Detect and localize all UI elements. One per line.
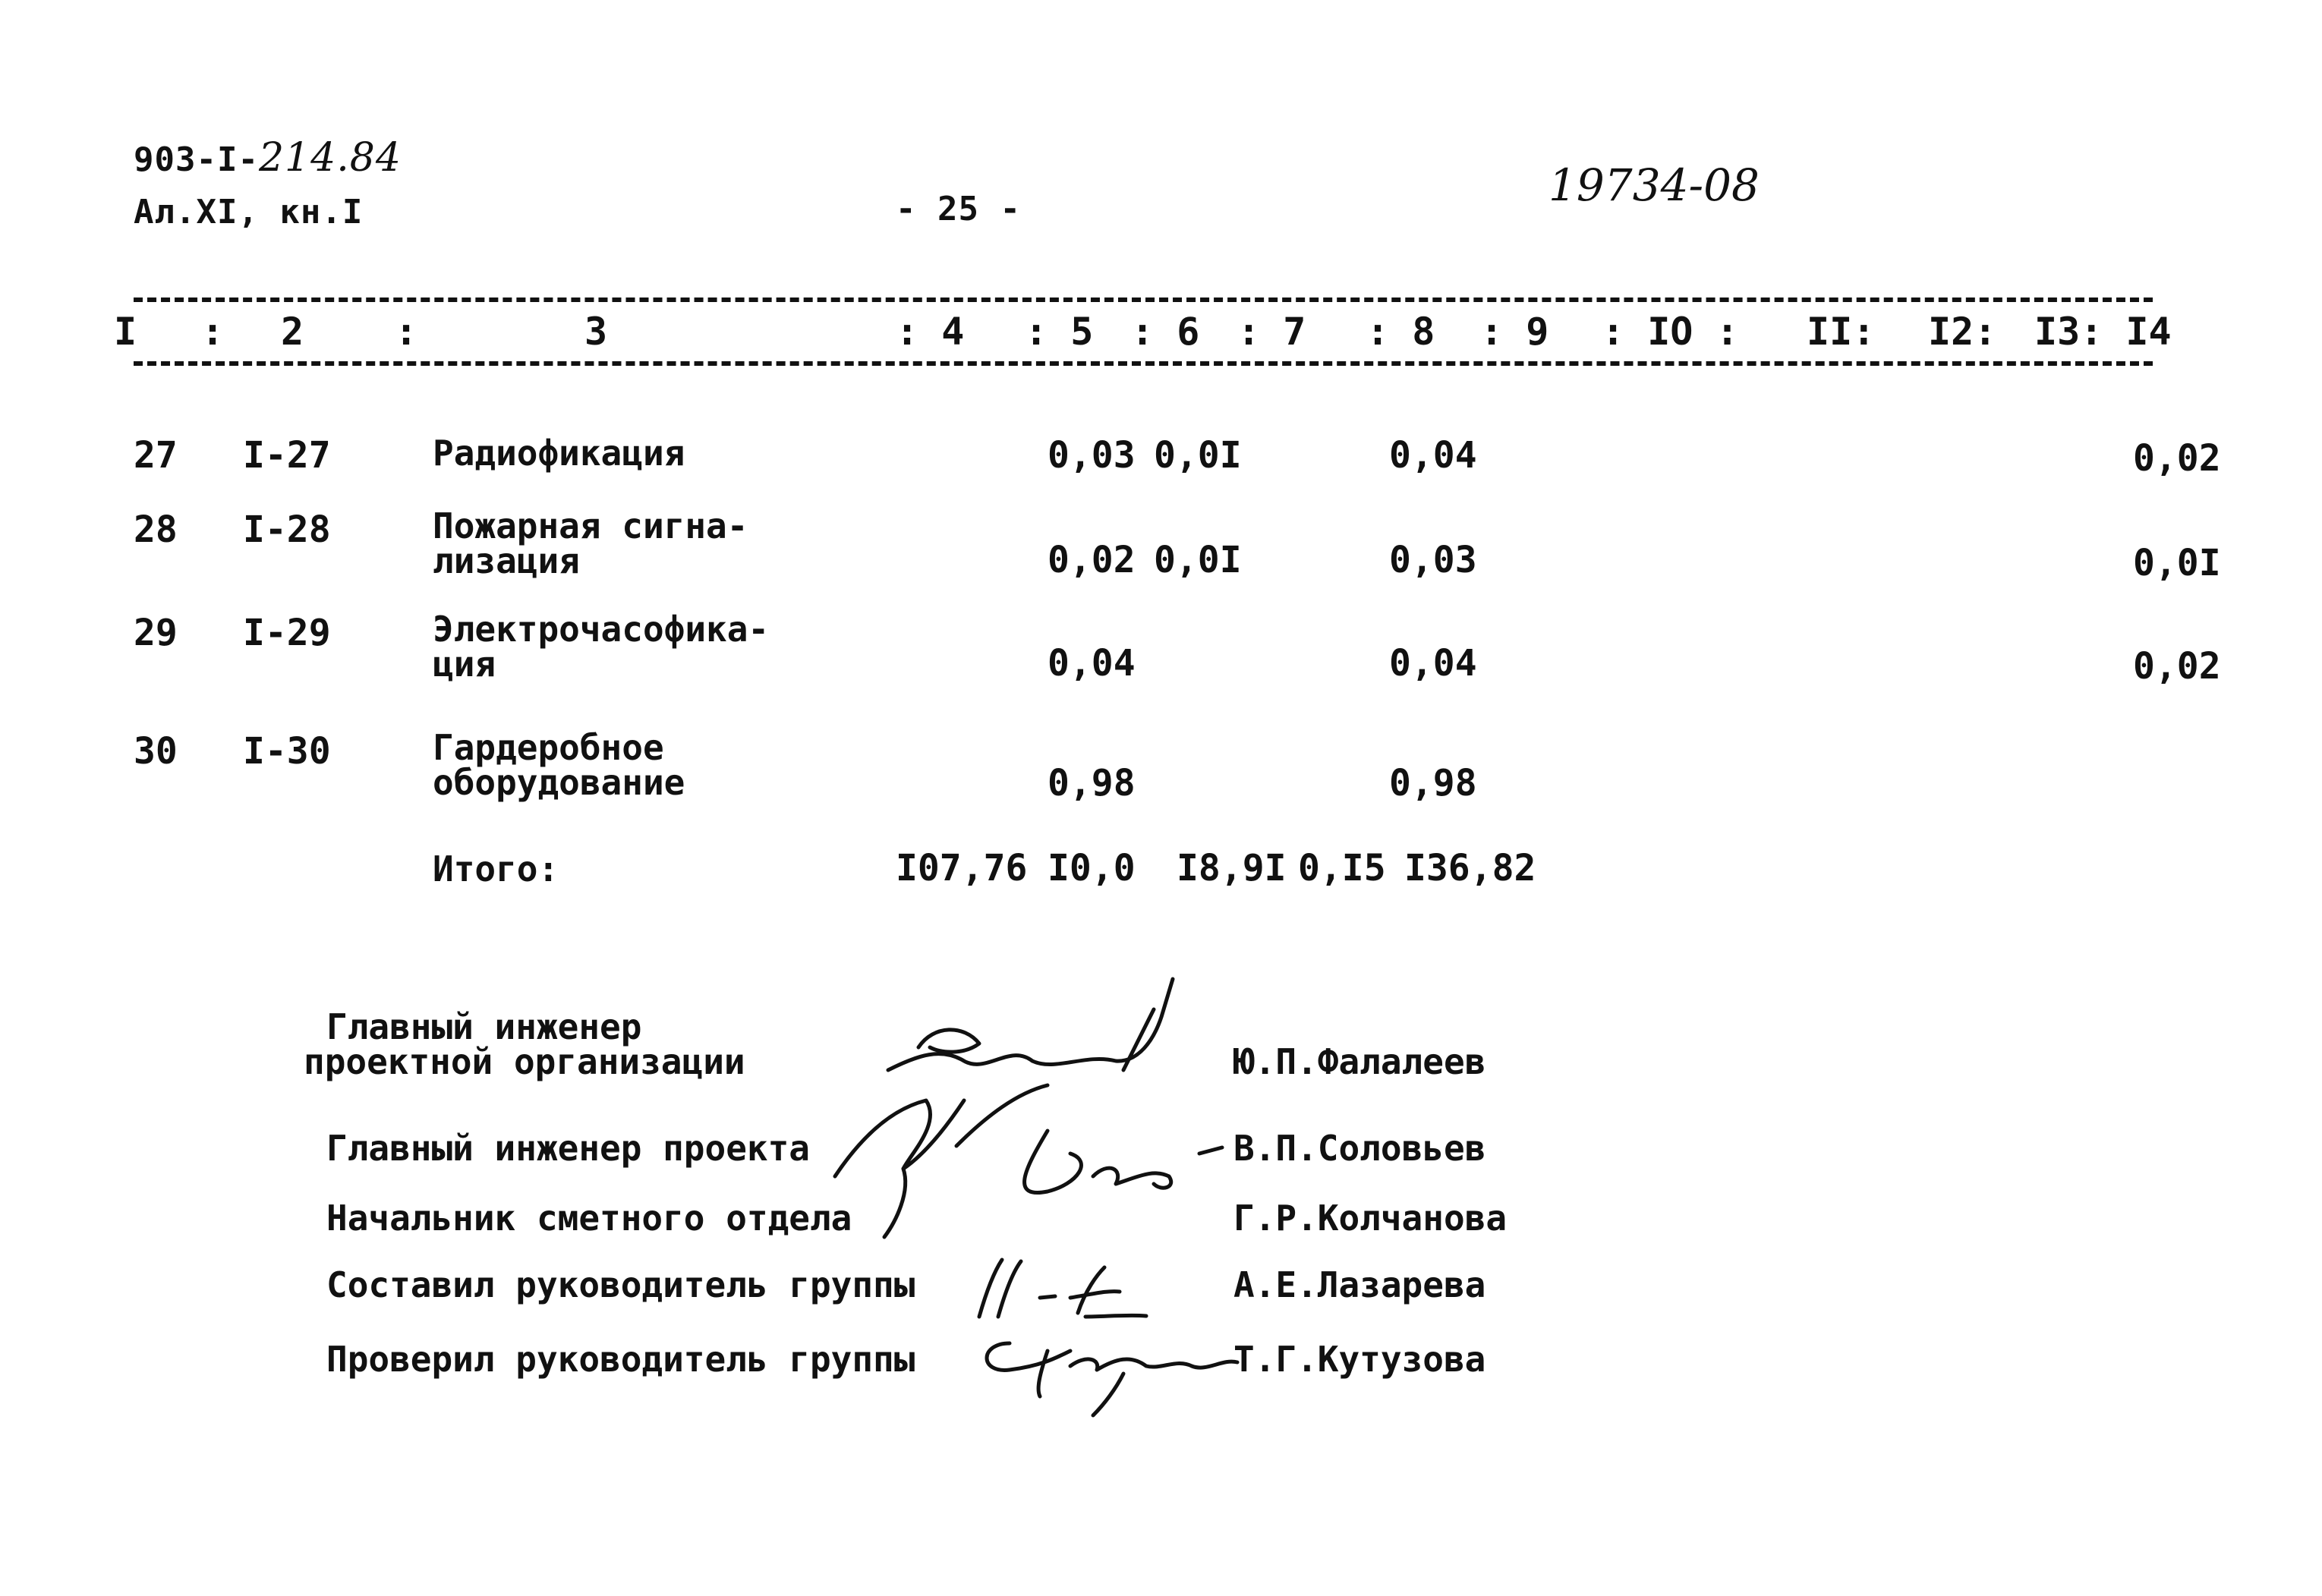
total-col4: I07,76	[896, 847, 1028, 889]
row-code: I-28	[243, 508, 331, 551]
row-number: 27	[134, 434, 178, 477]
row-col5: 0,04	[1048, 642, 1136, 685]
col-header-4: : 4	[896, 310, 965, 354]
row-col8: 0,04	[1389, 434, 1477, 477]
signature-chief-engineer-project	[820, 1062, 1245, 1245]
signatory-title-line-1: Главный инженер	[326, 1006, 642, 1047]
col-header-7: : 7	[1237, 310, 1306, 354]
col-header-12: I2:	[1928, 310, 1997, 354]
total-label: Итого:	[433, 848, 559, 889]
row-col8: 0,98	[1389, 762, 1477, 804]
row-name-line-2: ция	[433, 644, 496, 685]
col-header-sep: :	[201, 310, 225, 354]
signatory-title: Составил руководитель группы	[326, 1264, 915, 1305]
signatory-name: А.Е.Лазарева	[1233, 1264, 1486, 1305]
signatory-name: Т.Г.Кутузова	[1233, 1339, 1486, 1380]
row-code: I-30	[243, 730, 331, 773]
col-header-sep: :	[395, 310, 418, 354]
row-name-line-1: Гардеробное	[433, 727, 664, 768]
col-header-10: : IO :	[1602, 310, 1739, 354]
row-col6: 0,0I	[1154, 539, 1242, 581]
col-header-8: : 8	[1366, 310, 1435, 354]
row-col14: 0,0I	[2133, 542, 2221, 584]
signatory-title-line-2: проектной организации	[304, 1041, 745, 1082]
signatory-name: Ю.П.Фалалеев	[1233, 1041, 1486, 1082]
row-col6: 0,0I	[1154, 434, 1242, 477]
col-header-3: 3	[584, 310, 608, 354]
row-number: 28	[134, 508, 178, 551]
row-name-line-1: Электрочасофика-	[433, 609, 770, 650]
row-col8: 0,04	[1389, 642, 1477, 685]
row-code: I-27	[243, 434, 331, 477]
row-name: Радиофикация	[433, 433, 685, 474]
col-header-5: : 5	[1025, 310, 1094, 354]
row-name-line-2: оборудование	[433, 762, 685, 803]
header-top-rule	[134, 297, 2153, 302]
row-col14: 0,02	[2133, 437, 2221, 480]
row-name-line-2: лизация	[433, 540, 580, 581]
col-header-9: : 9	[1480, 310, 1549, 354]
row-col14: 0,02	[2133, 645, 2221, 688]
doc-code-prefix: 903-I-	[134, 140, 259, 179]
row-name-line-1: Пожарная сигна-	[433, 505, 748, 546]
row-col5: 0,98	[1048, 762, 1136, 804]
archive-number: 19734-08	[1549, 159, 1760, 211]
total-col5: I0,0	[1048, 847, 1136, 889]
col-header-11: II:	[1807, 310, 1876, 354]
signatory-title: Проверил руководитель группы	[326, 1339, 915, 1380]
signatory-title: Главный инженер проекта	[326, 1128, 810, 1169]
col-header-2: 2	[281, 310, 304, 354]
row-col5: 0,03	[1048, 434, 1136, 477]
signature-checked-by	[964, 1313, 1252, 1419]
total-col7: 0,I5	[1298, 847, 1386, 889]
total-col6: I8,9I	[1177, 847, 1287, 889]
row-number: 30	[134, 730, 178, 773]
signatory-name: В.П.Соловьев	[1233, 1128, 1486, 1169]
total-col8: I36,82	[1404, 847, 1536, 889]
row-code: I-29	[243, 612, 331, 654]
row-col8: 0,03	[1389, 539, 1477, 581]
doc-code-handwritten: 214.84	[258, 135, 402, 181]
page-number: - 25 -	[896, 190, 1021, 228]
header-bottom-rule	[134, 361, 2153, 366]
doc-code	[134, 135, 402, 181]
col-header-6: : 6	[1131, 310, 1200, 354]
row-number: 29	[134, 612, 178, 654]
col-header-13-14: I3: I4	[2034, 310, 2172, 354]
album-reference: Ал.XI, кн.I	[134, 193, 364, 231]
signatory-name: Г.Р.Колчанова	[1233, 1198, 1508, 1239]
row-col5: 0,02	[1048, 539, 1136, 581]
signatory-title: Начальник сметного отдела	[326, 1198, 852, 1239]
col-header-1: I	[114, 310, 137, 354]
